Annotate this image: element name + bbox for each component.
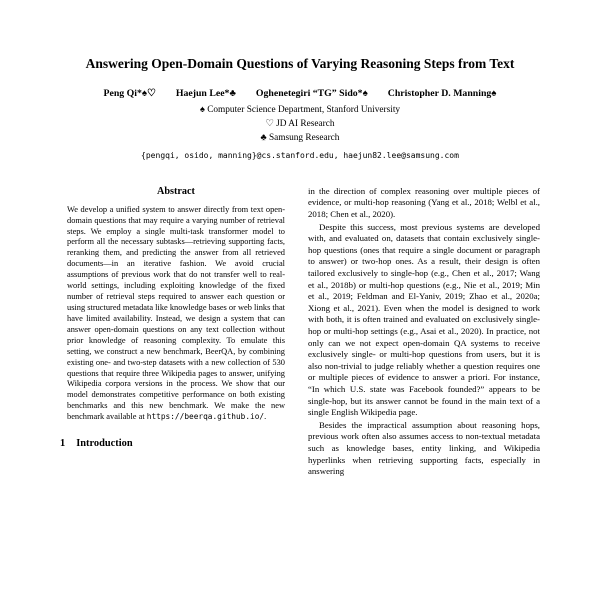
- author-name: Haejun Lee*♣: [175, 87, 236, 99]
- two-column-body: [60, 186, 540, 478]
- left-column: [60, 186, 292, 478]
- affiliation-line: ♣ Samsung Research: [260, 132, 340, 143]
- author-line: [60, 88, 540, 99]
- abstract-period: .: [264, 412, 267, 422]
- section-title: Introduction: [76, 438, 133, 450]
- section-number: 1: [60, 438, 66, 450]
- abstract-heading: Abstract: [157, 185, 195, 197]
- paper-title: Answering Open-Domain Questions of Varying Reasoning Steps from Text: [85, 56, 515, 71]
- author-name: Christopher D. Manning♠: [387, 87, 497, 99]
- affiliation-line: ♡ JD AI Research: [265, 118, 335, 129]
- body-paragraph: Besides the impractical assumption about reasoning hops, previous work often also assumes access to non-textual metadata such as knowledge bases, entity linking, and Wikipedia hyperlinks when retrieving supporting facts, especially in answering: [308, 419, 540, 477]
- abstract-text: [60, 205, 292, 423]
- author-emails: {pengqi, osido, manning}@cs.stanford.edu, haejun82.lee@samsung.com: [141, 150, 459, 160]
- right-column: [308, 186, 540, 478]
- body-paragraph: in the direction of complex reasoning over multiple pieces of evidence, or multi-hop reasoning (Yang et al., 2018; Welbl et al., 2018; Chen et al., 2020).: [308, 185, 540, 219]
- author-name: Peng Qi*♠♡: [103, 87, 156, 99]
- abstract-body-text: We develop a unified system to answer directly from text open-domain questions that may require a varying number of retrieval steps. We employ a single multi-task transformer model to perform all the necessary subtasks—retrieving supporting facts, reranking them, and predicting the answer from all retrieved documents—in an iterative fashion. We avoid crucial assumptions of previous work that do not transfer well to real-world settings, including exploiting knowledge of the fixed number of retrieval steps required to answer each question or using structured metadata like knowledge bases or web links that have limited availability. Instead, we design a system that can answer open-domain questions on any text collection without prior knowledge of reasoning complexity. To emulate this setting, we construct a new benchmark, BeerQA, by combining existing one- and two-step datasets with a new collection of 530 questions that require three Wikipedia pages to answer, unifying Wikipedia corpora versions in the process. We show that our model demonstrates competitive performance on both existing benchmarks and this new benchmark. We make the new benchmark available at: [67, 204, 285, 422]
- affiliations-block: [60, 104, 540, 146]
- body-paragraph: Despite this success, most previous systems are developed with, and evaluated on, datasets that contain exclusively single-hop questions (ones that require a single document or paragraph to answer) or two-hop ones. As a result, their design is often tailored exclusively to single-hop (e.g., Chen et al., 2017; Wang et al., 2018b) or multi-hop questions (e.g., Nie et al., 2019; Min et al., 2019; Feldman and El-Yaniv, 2019; Zhao et al., 2020a; Xiong et al., 2021). Even when the model is designed to work with both, it is often trained and evaluated on exclusively single-hop or multi-hop settings (e.g., Asai et al., 2020). In practice, not only can we not expect open-domain QA systems to receive exclusively single- or multi-hop questions from users, but it is also non-trivial to judge reliably whether a question requires one or multiple pieces of evidence to answer a priori. For instance, “In which U.S. state was Facebook founded?” appears to be single-hop, but its answer cannot be found in the main text of a single English Wikipedia page.: [308, 221, 540, 418]
- benchmark-url-link[interactable]: https://beerqa.github.io/: [146, 412, 265, 422]
- author-name: Oghenetegiri “TG” Sido*♠: [255, 87, 368, 99]
- affiliation-line: ♠ Computer Science Department, Stanford University: [199, 104, 401, 115]
- section-heading-introduction: [60, 438, 292, 449]
